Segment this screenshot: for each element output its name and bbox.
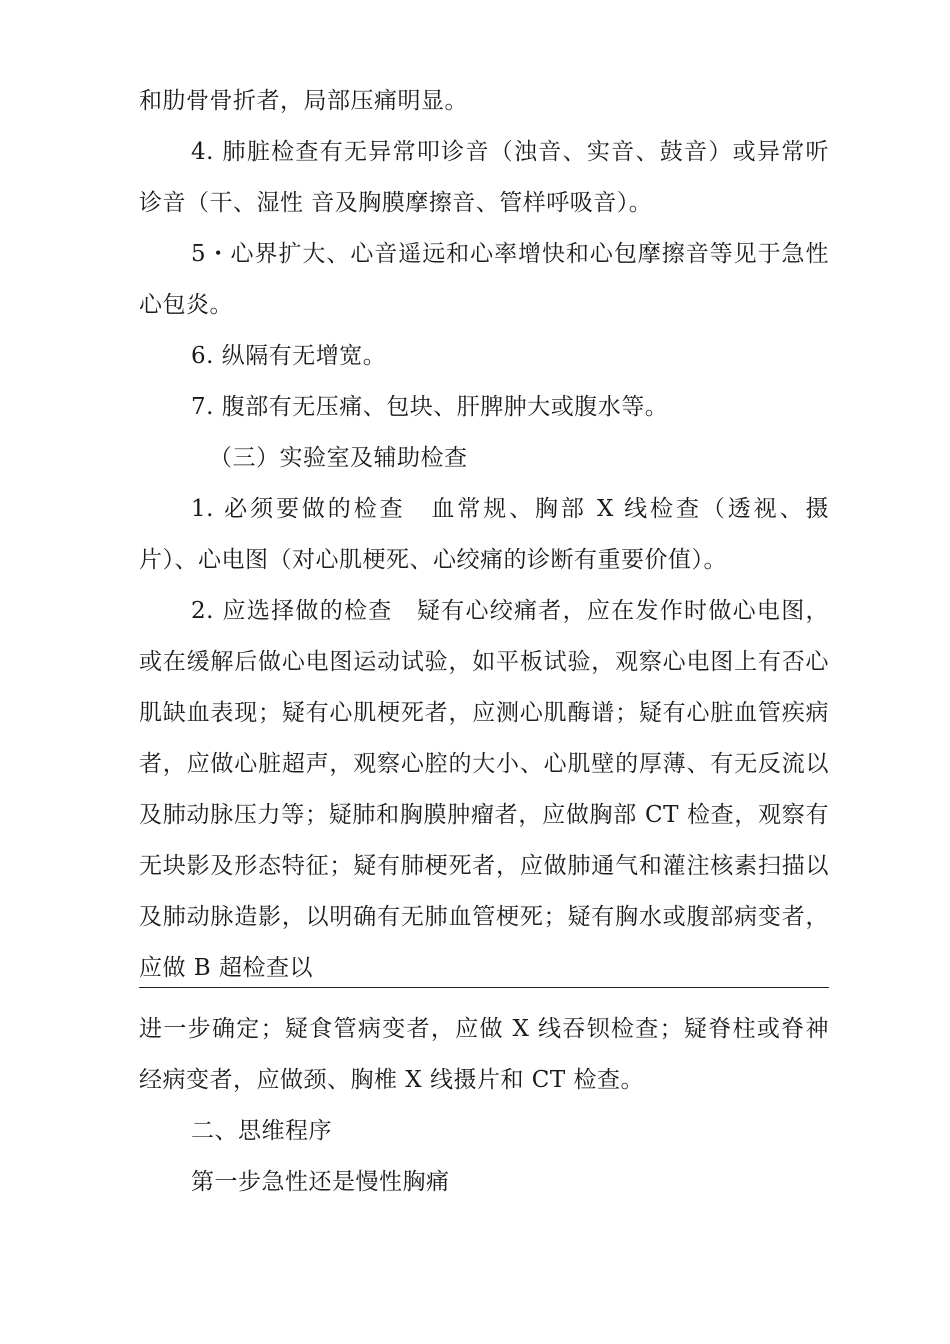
paragraph-lung-exam: 4. 肺脏检查有无异常叩诊音（浊音、实音、鼓音）或异常听诊音（干、湿性 音及胸膜摩擦音、管样呼吸音）。	[139, 139, 829, 216]
paragraph-mediastinum: 6. 纵隔有无增宽。	[191, 343, 387, 369]
paragraph-optional-exams: 2. 应选择做的检查 疑有心绞痛者，应在发作时做心电图，或在缓解后做心电图运动试验，如平板试验，观察心电图上有否心肌缺血表现；疑有心肌梗死者，应测心肌酶谱；疑有心脏血管疾病者，应做心脏超声，观察心腔的大小、心肌壁的厚薄、有无反流以及肺动脉压力等；疑肺和胸膜肿瘤者，应做胸部 CT 检查，观察有无块影及形态特征；疑有肺梗死者，应做肺通气和灌注核素扫描以及肺动脉造影，以明确有无肺血管梗死；疑有胸水或腹部病变者，应做 B 超检查以	[139, 598, 829, 981]
bottom-text-block	[139, 1004, 829, 1208]
paragraph-pericarditis: 5・心界扩大、心音遥远和心率增快和心包摩擦音等见于急性心包炎。	[139, 241, 829, 318]
page-separator-line	[139, 987, 829, 988]
paragraph-rib-fracture-continuation: 和肋骨骨折者，局部压痛明显。	[139, 88, 468, 114]
paragraph-step-one: 第一步急性还是慢性胸痛	[191, 1169, 450, 1195]
top-text-block	[139, 76, 829, 994]
section-heading-thinking-procedure: 二、思维程序	[191, 1118, 332, 1144]
paragraph-abdomen: 7. 腹部有无压痛、包块、肝脾肿大或腹水等。	[191, 394, 669, 420]
paragraph-optional-exams-continuation: 进一步确定；疑食管病变者，应做 X 线吞钡检查；疑脊柱或脊神经病变者，应做颈、胸椎 X 线摄片和 CT 检查。	[139, 1016, 829, 1093]
paragraph-required-exams: 1. 必须要做的检查 血常规、胸部 X 线检查（透视、摄片）、心电图（对心肌梗死、心绞痛的诊断有重要价值）。	[139, 496, 829, 573]
section-heading-lab-exams: （三）实验室及辅助检查	[209, 445, 468, 471]
